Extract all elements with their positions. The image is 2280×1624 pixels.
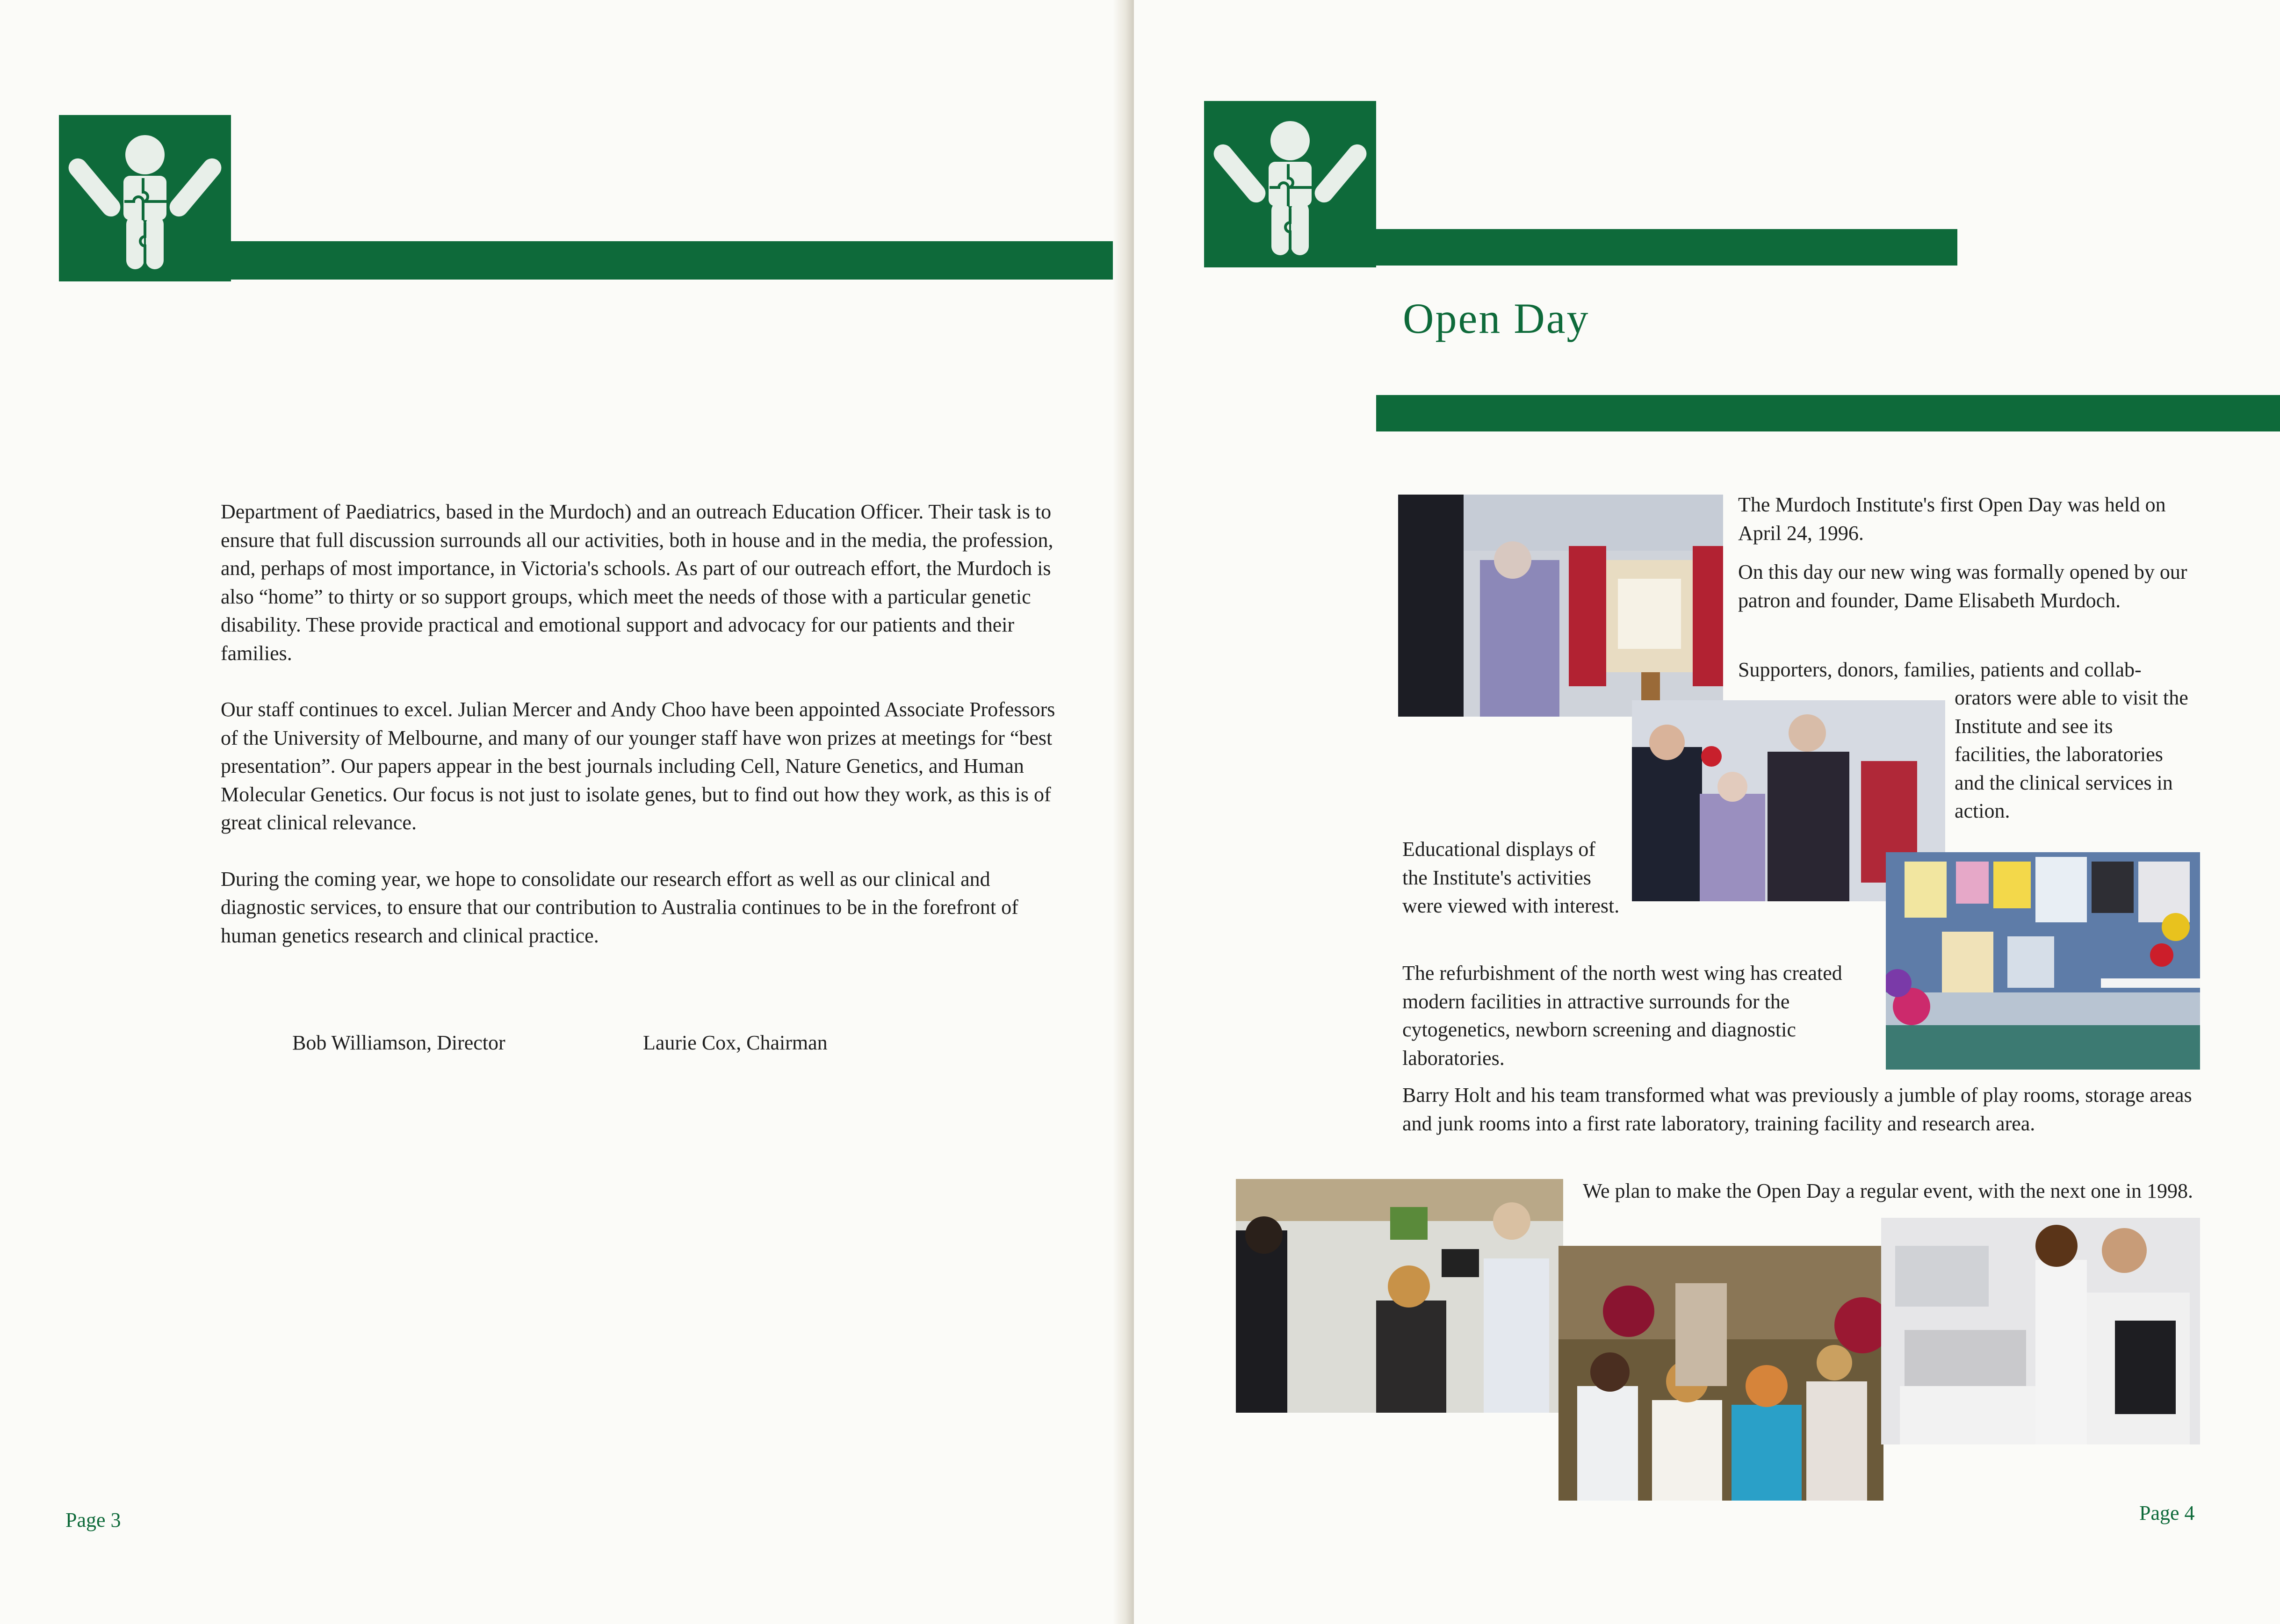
- page-number: Page 4: [2139, 1502, 2195, 1524]
- signature-chairman: Laurie Cox, Chairman: [643, 1031, 828, 1054]
- barry-holt-text: Barry Holt and his team transformed what was previously a jumble of play rooms, storage areas and junk rooms into a first rate laboratory, training facility and research area.: [1402, 1084, 2192, 1135]
- institute-logo: [1204, 101, 1376, 267]
- left-page: [0, 0, 1120, 1624]
- wing-opening: On this day our new wing was formally opened by our patron and founder, Dame Elisabeth Murdoch.: [1738, 560, 2187, 612]
- photo-plaque-unveiling: [1398, 495, 1723, 717]
- signature-director: Bob Williamson, Director: [292, 1031, 505, 1054]
- page-number: Page 3: [65, 1509, 121, 1531]
- right-page: [1134, 0, 2280, 1624]
- paragraph: Our staff continues to excel. Julian Mercer and Andy Choo have been appointed Associate Professors of the University of Melbourne, and many of our younger staff have won prizes at meetings for “best presentation”. Our papers appear in the best journals including Cell, Nature Genetics, and Human Molecular Genetics. Our focus is not just to isolate genes, but to find out how they work, as this is of great clinical relevance.: [221, 698, 1055, 834]
- refurbishment-text: The refurbishment of the north west wing has created modern facilities in attractive surrounds for the cytogenetics, newborn screening and diagnostic laboratories.: [1402, 962, 1842, 1070]
- photo-children-group: [1558, 1246, 1883, 1501]
- photo-laboratory-visitors: [1236, 1179, 1563, 1413]
- header-band: [1376, 229, 1957, 266]
- child-puzzle-icon: [1204, 101, 1376, 267]
- photo-lab-demonstration: [1881, 1218, 2200, 1444]
- header-band: [231, 241, 1120, 280]
- page-title: Open Day: [1403, 295, 1590, 342]
- visit-text: orators were able to visit the Institute and see its facilities, the laboratories and the clinical services in action.: [1955, 686, 2188, 822]
- displays-text: Educational displays of the Institute's activities were viewed with interest.: [1402, 838, 1620, 917]
- paragraph: Department of Paediatrics, based in the Murdoch) and an outreach Education Officer. Their task is to ensure that full discussion surrounds all our activities, both in house and in the media, the profession, and, perhaps of most importance, in Victoria's schools. As part of our outreach effort, the Murdoch is also “home” to thirty or so support groups, which meet the needs of those with a particular genetic disability. These provide practical and emotional support and advocacy for our patients and their families.: [221, 500, 1053, 665]
- title-rule: [1376, 395, 2280, 431]
- supporters-line: Supporters, donors, families, patients and collab-: [1738, 658, 2142, 681]
- openday-intro: The Murdoch Institute's first Open Day was held on April 24, 1996.: [1738, 493, 2166, 545]
- paragraph: During the coming year, we hope to consolidate our research effort as well as our clinical and diagnostic services, to ensure that our contribution to Australia continues to be in the forefront of human genetics research and clinical practice.: [221, 867, 1018, 947]
- letter-body: [221, 498, 1058, 950]
- photo-educational-displays: [1886, 852, 2200, 1070]
- next-open-day-text: We plan to make the Open Day a regular event, with the next one in 1998.: [1583, 1179, 2193, 1202]
- child-puzzle-icon: [59, 115, 231, 281]
- institute-logo: [59, 115, 231, 281]
